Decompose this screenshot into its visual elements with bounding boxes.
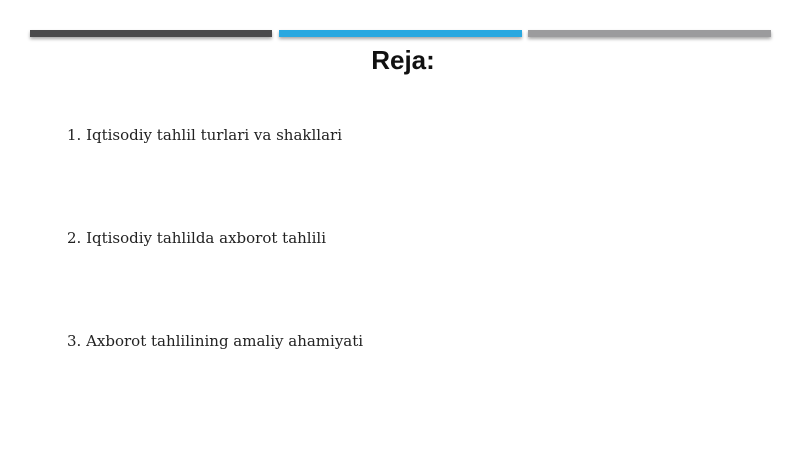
list-item: 1. Iqtisodiy tahlil turlari va shakllari — [67, 126, 343, 144]
header-bar-blue — [279, 30, 522, 37]
slide-title: Reja: — [371, 45, 435, 75]
list-item: 2. Iqtisodiy tahlilda axborot tahlili — [67, 229, 326, 247]
header-bar-gray — [528, 30, 771, 37]
list-item: 3. Axborot tahlilining amaliy ahamiyati — [67, 332, 364, 350]
header-bar-dark — [30, 30, 272, 37]
header-bars — [30, 30, 771, 38]
